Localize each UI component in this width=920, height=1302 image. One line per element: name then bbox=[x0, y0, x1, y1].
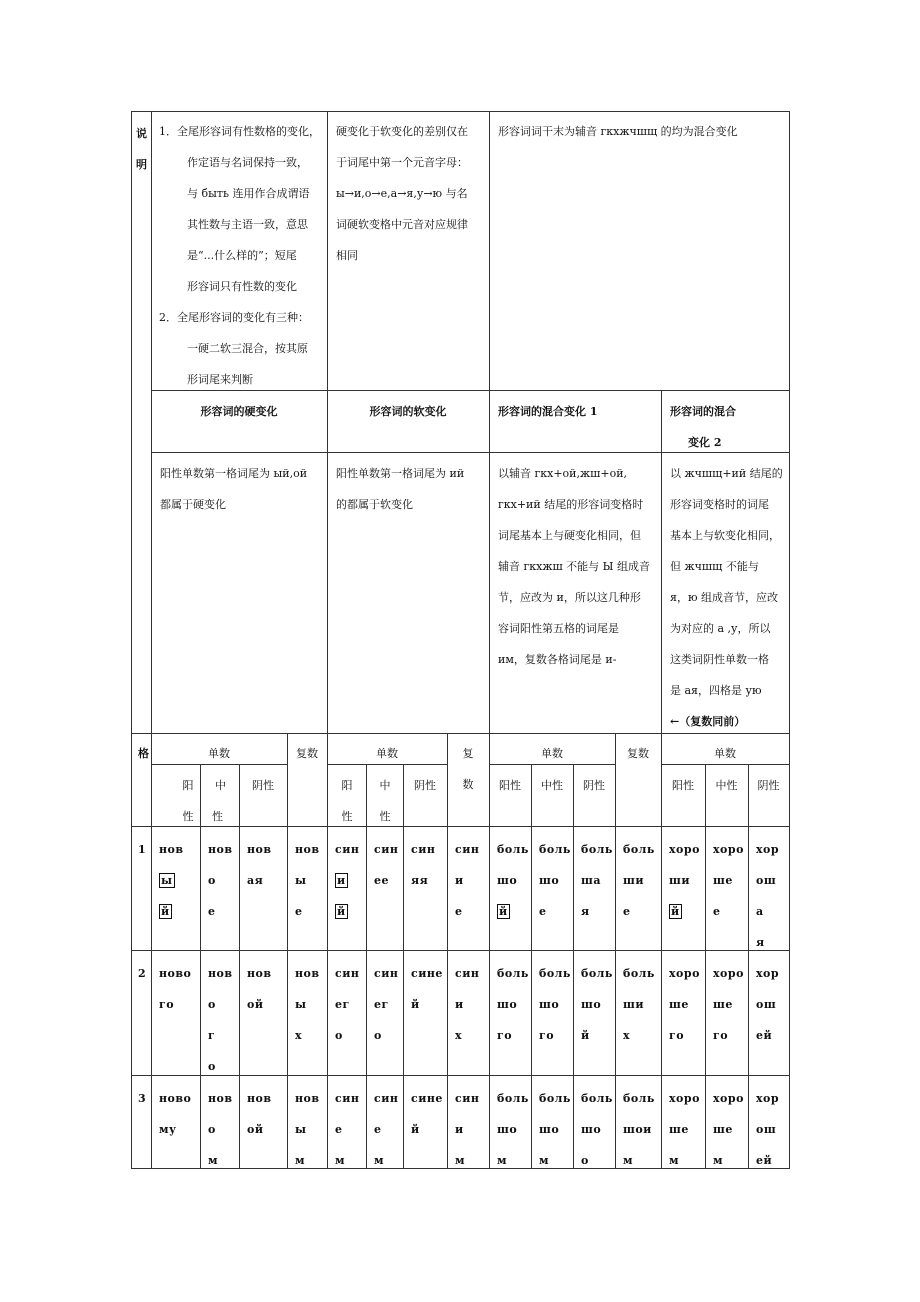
singular-header-1: 单数 bbox=[208, 747, 230, 760]
mix2Desc-line: 是 ая，四格是 ую bbox=[670, 684, 762, 697]
word-part: ново bbox=[159, 1092, 192, 1105]
word-part: ша bbox=[581, 874, 601, 887]
soft-desc bbox=[336, 458, 488, 520]
word-part: шо bbox=[497, 1123, 518, 1136]
declension-cell bbox=[159, 1083, 195, 1145]
word-part: м bbox=[539, 1154, 550, 1167]
mixed2-desc bbox=[670, 458, 788, 737]
word-part: ше bbox=[669, 1123, 689, 1136]
word-part: хор bbox=[756, 843, 780, 856]
word-part: го bbox=[497, 1029, 513, 1042]
neut-label-2: 中 性 bbox=[379, 779, 391, 823]
word-part: хоро bbox=[713, 1092, 744, 1105]
word-part: ош bbox=[756, 874, 777, 887]
word-part: боль bbox=[623, 1092, 655, 1105]
word-part: м bbox=[497, 1154, 508, 1167]
word-part: ош bbox=[756, 1123, 777, 1136]
declension-cell bbox=[669, 834, 705, 927]
mix1Desc-line: 词尾基本上与硬变化相同，但 bbox=[498, 529, 641, 542]
case-number: 3 bbox=[138, 1092, 146, 1105]
masc-label-3: 阳性 bbox=[499, 779, 521, 792]
word-part: го bbox=[539, 1029, 555, 1042]
declension-cell bbox=[713, 958, 749, 1051]
word-part: син bbox=[374, 843, 399, 856]
word-part: м bbox=[208, 1154, 219, 1167]
word-part: боль bbox=[581, 967, 613, 980]
exp1-line: 其性数与主语一致，意思 bbox=[187, 218, 308, 231]
declension-cell bbox=[756, 834, 792, 958]
hardDesc-line: 阳性单数第一格词尾为 ый,ой bbox=[160, 467, 308, 480]
declension-cell bbox=[497, 1083, 533, 1176]
word-part: о bbox=[374, 1029, 382, 1042]
exp1-line: 与 быть 连用作合成谓语 bbox=[187, 187, 310, 200]
declension-cell bbox=[374, 834, 410, 896]
exp1-line: 一硬二软三混合，按其原 bbox=[187, 342, 308, 355]
word-part: ы bbox=[295, 998, 307, 1011]
declension-cell bbox=[208, 834, 244, 927]
word-part: х bbox=[623, 1029, 631, 1042]
word-part: боль bbox=[581, 843, 613, 856]
mix1Desc-line: гкх+ий 结尾的形容词变格时 bbox=[498, 498, 644, 511]
word-part: нов bbox=[208, 1092, 233, 1105]
word-part: шо bbox=[497, 874, 518, 887]
declension-cell bbox=[411, 958, 447, 1020]
word-part: боль bbox=[623, 843, 655, 856]
mix2Desc-line: ←（复数同前） bbox=[670, 715, 746, 728]
word-part: о bbox=[335, 1029, 343, 1042]
word-part: боль bbox=[539, 967, 571, 980]
word-part: нов bbox=[208, 843, 233, 856]
declension-cell bbox=[335, 1083, 371, 1176]
word-part: нов bbox=[159, 843, 184, 856]
word-part: е bbox=[455, 905, 463, 918]
declension-cell bbox=[623, 1083, 659, 1176]
soft-title: 形容词的软变化 bbox=[369, 405, 447, 418]
word-part: ая bbox=[247, 874, 264, 887]
word-part: ново bbox=[159, 967, 192, 980]
declension-cell bbox=[455, 958, 491, 1051]
word-part: хор bbox=[756, 1092, 780, 1105]
declension-cell bbox=[581, 958, 617, 1051]
word-part: и bbox=[455, 874, 464, 887]
word-part: ей bbox=[756, 1029, 773, 1042]
word-part: м bbox=[335, 1154, 346, 1167]
word-part: х bbox=[295, 1029, 303, 1042]
mixed2-title: 形容词的混合 变化 2 bbox=[670, 405, 736, 449]
masc-label-2: 阳 性 bbox=[341, 779, 353, 823]
case-number: 2 bbox=[138, 967, 146, 980]
word-part: й bbox=[337, 905, 346, 918]
word-part: и bbox=[455, 1123, 464, 1136]
exp2-line: 硬变化于软变化的差别仅在 bbox=[336, 125, 468, 138]
exp2-line: 词硬软变格中元音对应规律 bbox=[336, 218, 468, 231]
word-part: сине bbox=[411, 1092, 443, 1105]
mix2Desc-line: 形容词变格时的词尾 bbox=[670, 498, 769, 511]
declension-cell bbox=[455, 834, 491, 927]
word-part: й bbox=[671, 905, 680, 918]
word-part: нов bbox=[295, 1092, 320, 1105]
word-part: ше bbox=[713, 874, 733, 887]
hard-desc bbox=[160, 458, 326, 520]
word-part: син bbox=[455, 843, 480, 856]
word-part: ши bbox=[669, 874, 690, 887]
declension-cell bbox=[623, 834, 659, 927]
declension-cell bbox=[756, 958, 792, 1051]
word-part: син bbox=[374, 967, 399, 980]
declension-cell bbox=[247, 834, 283, 896]
declension-cell bbox=[455, 1083, 491, 1176]
word-part: й bbox=[581, 1029, 590, 1042]
word-part: м bbox=[623, 1154, 634, 1167]
mix1Desc-line: 以辅音 гкх+ой,жш+ой, bbox=[498, 467, 628, 480]
masc-label-1: 阳 性 bbox=[182, 779, 194, 823]
word-part: м bbox=[669, 1154, 680, 1167]
declension-cell bbox=[295, 958, 331, 1051]
word-part: е bbox=[713, 905, 721, 918]
declension-cell bbox=[581, 1083, 617, 1176]
declension-cell bbox=[756, 1083, 792, 1176]
declension-cell bbox=[497, 834, 533, 927]
word-part: ы bbox=[295, 874, 307, 887]
word-part: е bbox=[208, 905, 216, 918]
word-part: г bbox=[208, 1029, 216, 1042]
declension-cell bbox=[208, 1083, 244, 1176]
word-part: хоро bbox=[669, 1092, 700, 1105]
declension-cell bbox=[411, 1083, 447, 1145]
declension-cell bbox=[295, 834, 331, 927]
exp1-line: 形词尾来判断 bbox=[187, 373, 253, 386]
word-part: шо bbox=[581, 1123, 602, 1136]
mix2Desc-line: 为对应的 а ,у，所以 bbox=[670, 622, 771, 635]
exp2-line: 于词尾中第一个元音字母： bbox=[336, 156, 468, 169]
word-part: хоро bbox=[669, 843, 700, 856]
word-part: ег bbox=[335, 998, 350, 1011]
mix2Desc-line: 这类词阴性单数一格 bbox=[670, 653, 769, 666]
declension-cell bbox=[713, 1083, 749, 1176]
word-part: м bbox=[295, 1154, 306, 1167]
word-part: ши bbox=[623, 998, 644, 1011]
word-part: ши bbox=[623, 874, 644, 887]
word-part: и bbox=[337, 874, 346, 887]
plural-header-2: 复 数 bbox=[462, 747, 474, 791]
neut-label-4: 中性 bbox=[715, 779, 738, 792]
declension-cell bbox=[623, 958, 659, 1051]
declension-cell bbox=[159, 958, 195, 1020]
word-part: м bbox=[713, 1154, 724, 1167]
exp1-line: 1．全尾形容词有性数格的变化， bbox=[159, 125, 320, 138]
mix2Desc-line: 基本上与软变化相同， bbox=[670, 529, 780, 542]
singular-header-4: 单数 bbox=[714, 747, 736, 760]
word-part: го bbox=[669, 1029, 685, 1042]
singular-header-2: 单数 bbox=[376, 747, 398, 760]
explain-col1 bbox=[159, 116, 327, 395]
case-header: 格 bbox=[138, 747, 149, 760]
word-part: ше bbox=[669, 998, 689, 1011]
word-part: шо bbox=[497, 998, 518, 1011]
mix2Desc-line: 以 жчшщ+ий 结尾的 bbox=[670, 467, 783, 480]
word-part: е bbox=[335, 1123, 343, 1136]
word-part: сине bbox=[411, 967, 443, 980]
declension-cell bbox=[247, 958, 283, 1020]
word-part: я bbox=[756, 936, 765, 949]
word-part: хоро bbox=[713, 843, 744, 856]
declension-cell bbox=[539, 834, 575, 927]
word-part: й bbox=[411, 1123, 420, 1136]
declension-cell bbox=[713, 834, 749, 927]
word-part: ее bbox=[374, 874, 389, 887]
exp1-line: 2．全尾形容词的变化有三种： bbox=[159, 311, 309, 324]
case-number: 1 bbox=[138, 843, 146, 856]
word-part: ош bbox=[756, 998, 777, 1011]
mixed1-desc bbox=[498, 458, 660, 675]
word-part: нов bbox=[247, 967, 272, 980]
declension-cell bbox=[669, 958, 705, 1051]
word-part: м bbox=[374, 1154, 385, 1167]
word-part: го bbox=[713, 1029, 729, 1042]
word-part: шо bbox=[539, 874, 560, 887]
word-part: ы bbox=[295, 1123, 307, 1136]
word-part: яя bbox=[411, 874, 429, 887]
fem-label-4: 阴性 bbox=[757, 779, 780, 792]
word-part: ше bbox=[713, 998, 733, 1011]
declension-cell bbox=[159, 834, 195, 927]
word-part: хоро bbox=[713, 967, 744, 980]
exp1-line: 是“...什么样的”；短尾 bbox=[187, 249, 297, 262]
mixed1-title: 形容词的混合变化 1 bbox=[498, 405, 598, 418]
word-part: ой bbox=[247, 1123, 264, 1136]
declension-cell bbox=[497, 958, 533, 1051]
explain-col3: 形容词词干末为辅音 гкхжчшщ 的均为混合变化 bbox=[498, 125, 738, 138]
declension-cell bbox=[411, 834, 447, 896]
masc-label-4: 阳性 bbox=[672, 779, 694, 792]
softDesc-line: 阳性单数第一格词尾为 ий bbox=[336, 467, 465, 480]
word-part: нов bbox=[295, 843, 320, 856]
word-part: о bbox=[208, 998, 216, 1011]
exp2-line: 相同 bbox=[336, 249, 358, 262]
exp1-line: 形容词只有性数的变化 bbox=[187, 280, 297, 293]
word-part: ей bbox=[756, 1154, 773, 1167]
word-part: му bbox=[159, 1123, 177, 1136]
word-part: син bbox=[335, 843, 360, 856]
word-part: син bbox=[335, 1092, 360, 1105]
word-part: о bbox=[208, 874, 216, 887]
mix1Desc-line: им，复数各格词尾是 и- bbox=[498, 653, 617, 666]
declension-cell bbox=[374, 958, 410, 1051]
word-part: м bbox=[455, 1154, 466, 1167]
word-part: боль bbox=[497, 1092, 529, 1105]
word-part: а bbox=[756, 905, 764, 918]
word-part: нов bbox=[247, 1092, 272, 1105]
declension-cell bbox=[208, 958, 244, 1082]
word-part: ой bbox=[247, 998, 264, 1011]
word-part: й bbox=[411, 998, 420, 1011]
word-part: й bbox=[499, 905, 508, 918]
plural-header-3: 复数 bbox=[627, 747, 649, 760]
exp2-line: ы→и,о→е,а→я,у→ю 与名 bbox=[336, 187, 468, 200]
declension-cell bbox=[539, 958, 575, 1051]
word-part: я bbox=[581, 905, 590, 918]
declension-cell bbox=[295, 1083, 331, 1176]
word-part: е bbox=[539, 905, 547, 918]
word-part: боль bbox=[539, 1092, 571, 1105]
plural-header-1: 复数 bbox=[296, 747, 318, 760]
exp1-line: 作定语与名词保持一致， bbox=[187, 156, 308, 169]
word-part: о bbox=[208, 1060, 216, 1073]
declension-cell bbox=[581, 834, 617, 927]
word-part: о bbox=[581, 1154, 589, 1167]
word-part: син bbox=[455, 1092, 480, 1105]
mix2Desc-line: 但 жчшщ 不能与 bbox=[670, 560, 759, 573]
declension-cell bbox=[335, 834, 371, 927]
explain-label: 说明 bbox=[136, 127, 147, 171]
word-part: е bbox=[374, 1123, 382, 1136]
word-part: х bbox=[455, 1029, 463, 1042]
declension-cell bbox=[335, 958, 371, 1051]
declension-cell bbox=[669, 1083, 705, 1176]
word-part: нов bbox=[247, 843, 272, 856]
hard-title: 形容词的硬变化 bbox=[200, 405, 278, 418]
word-part: шо bbox=[581, 998, 602, 1011]
word-part: боль bbox=[497, 967, 529, 980]
word-part: е bbox=[623, 905, 631, 918]
word-part: син bbox=[374, 1092, 399, 1105]
word-part: о bbox=[208, 1123, 216, 1136]
mix2Desc-line: я，ю 组成音节，应改 bbox=[670, 591, 779, 604]
softDesc-line: 的都属于软变化 bbox=[336, 498, 413, 511]
word-part: ег bbox=[374, 998, 389, 1011]
word-part: шо bbox=[539, 998, 560, 1011]
word-part: нов bbox=[295, 967, 320, 980]
word-part: го bbox=[159, 998, 175, 1011]
word-part: боль bbox=[623, 967, 655, 980]
mix1Desc-line: 辅音 гкхжш 不能与 Ы 组成音 bbox=[498, 560, 650, 573]
hardDesc-line: 都属于硬变化 bbox=[160, 498, 226, 511]
mix1Desc-line: 节，应改为 и，所以这几种形 bbox=[498, 591, 641, 604]
word-part: син bbox=[411, 843, 436, 856]
word-part: хор bbox=[756, 967, 780, 980]
word-part: боль bbox=[581, 1092, 613, 1105]
explain-col2 bbox=[336, 116, 488, 271]
word-part: е bbox=[295, 905, 303, 918]
word-part: син bbox=[335, 967, 360, 980]
declension-cell bbox=[247, 1083, 283, 1145]
word-part: й bbox=[161, 905, 170, 918]
neut-label-3: 中性 bbox=[541, 779, 563, 792]
declension-cell bbox=[539, 1083, 575, 1176]
fem-label-1: 阴性 bbox=[252, 779, 274, 792]
fem-label-3: 阴性 bbox=[583, 779, 605, 792]
word-part: шо bbox=[539, 1123, 560, 1136]
word-part: и bbox=[455, 998, 464, 1011]
neut-label-1: 中 性 bbox=[212, 779, 226, 823]
singular-header-3: 单数 bbox=[541, 747, 563, 760]
word-part: боль bbox=[539, 843, 571, 856]
word-part: ше bbox=[713, 1123, 733, 1136]
word-part: шои bbox=[623, 1123, 652, 1136]
fem-label-2: 阴性 bbox=[414, 779, 436, 792]
word-part: боль bbox=[497, 843, 529, 856]
word-part: хоро bbox=[669, 967, 700, 980]
word-part: син bbox=[455, 967, 480, 980]
word-part: нов bbox=[208, 967, 233, 980]
word-part: ы bbox=[161, 874, 173, 887]
mix1Desc-line: 容词阳性第五格的词尾是 bbox=[498, 622, 619, 635]
declension-cell bbox=[374, 1083, 410, 1176]
